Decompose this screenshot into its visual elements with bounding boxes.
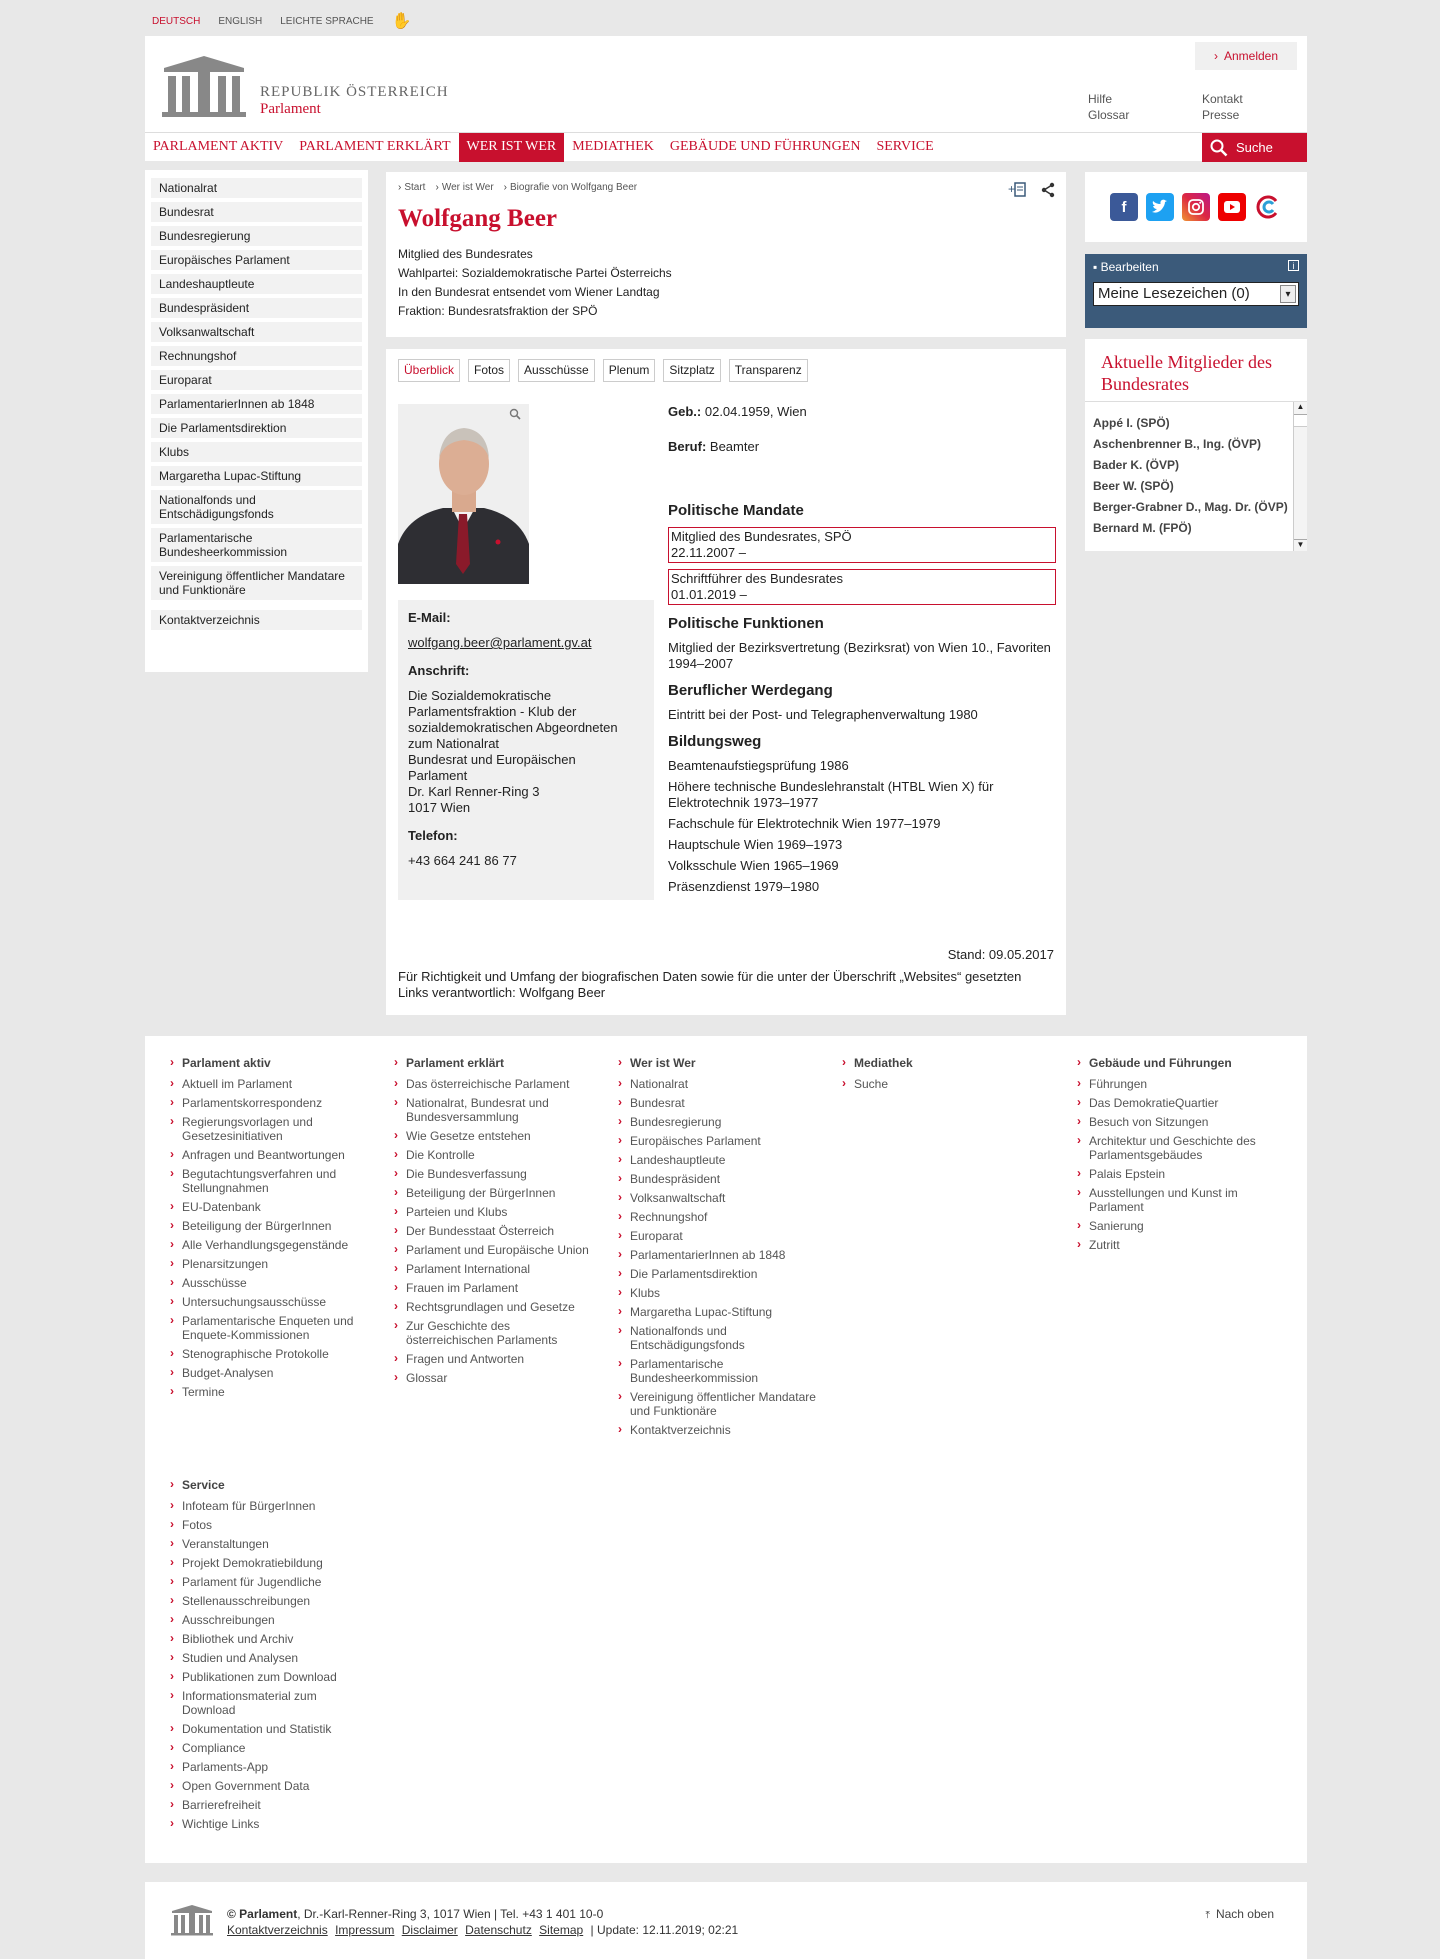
footer-link[interactable]: › Aktuell im Parlament: [170, 1077, 370, 1091]
footer-update: | Update: 12.11.2019; 02:21: [590, 1923, 739, 1937]
footer-link[interactable]: › Nationalrat, Bundesrat und Bundesversammlung: [394, 1096, 594, 1124]
footer-link[interactable]: › Barrierefreiheit: [170, 1798, 370, 1812]
footer-link[interactable]: › Parlament für Jugendliche: [170, 1575, 370, 1589]
democracy-logo-icon[interactable]: [1254, 193, 1282, 221]
footer-link[interactable]: › Stellenausschreibungen: [170, 1594, 370, 1608]
function-item: Mitglied der Bezirksvertretung (Bezirksrat) von Wien 10., Favoriten 1994–2007: [668, 640, 1051, 671]
career-item: Eintritt bei der Post- und Telegraphenverwaltung 1980: [668, 707, 978, 722]
footer-sitemap: [145, 1036, 1307, 1863]
education-item: Präsenzdienst 1979–1980: [668, 879, 820, 894]
footer-link[interactable]: › Das österreichische Parlament: [394, 1077, 594, 1091]
sidebar-item[interactable]: Vereinigung öffentlicher Mandatare und Funktionäre: [151, 566, 362, 600]
footer-link[interactable]: › Plenarsitzungen: [170, 1257, 370, 1271]
nav-gebaeude[interactable]: GEBÄUDE UND FÜHRUNGEN: [669, 139, 861, 154]
mandate-title: Schriftführer des Bundesrates: [671, 571, 843, 586]
social-links: [1085, 172, 1307, 242]
footer-link[interactable]: › Alle Verhandlungsgegenstände: [170, 1238, 370, 1252]
scroll-thumb[interactable]: [1294, 415, 1307, 427]
logo-subtitle: Parlament: [260, 101, 321, 117]
members-list: [1085, 401, 1307, 551]
birth-label: Geb.:: [668, 404, 702, 419]
footer-link[interactable]: › Parlamentarische Enqueten und Enquete-Kommissionen: [170, 1314, 370, 1342]
footer-link[interactable]: › Beteiligung der BürgerInnen: [394, 1186, 594, 1200]
instagram-icon[interactable]: [1182, 193, 1210, 221]
contact-box: [398, 600, 654, 900]
nav-service[interactable]: SERVICE: [876, 139, 934, 154]
footer-link[interactable]: › Parlamentarische Bundesheerkommission: [618, 1357, 818, 1385]
last-updated: Stand: 09.05.2017: [947, 947, 1054, 962]
bookmarks-select[interactable]: [1093, 282, 1299, 306]
footer-link-impressum[interactable]: Impressum: [335, 1923, 395, 1937]
login-button[interactable]: [1195, 42, 1297, 70]
footer-link[interactable]: › Rechtsgrundlagen und Gesetze: [394, 1300, 594, 1314]
footer-link[interactable]: › Termine: [170, 1385, 370, 1399]
footer-link[interactable]: › Kontaktverzeichnis: [618, 1423, 818, 1437]
member-item[interactable]: Beer W. (SPÖ): [1093, 479, 1174, 493]
page-footer: [145, 1882, 1307, 1959]
footer-column-title[interactable]: › Wer ist Wer: [618, 1056, 818, 1070]
bookmarks-header: [1093, 260, 1299, 274]
mandate-date: 22.11.2007 –: [671, 545, 746, 560]
parliament-logo-icon: [170, 1904, 214, 1936]
zoom-icon[interactable]: [509, 408, 521, 423]
footer-link[interactable]: › Fotos: [170, 1518, 370, 1532]
footer-column: [170, 1056, 370, 1404]
footer-link[interactable]: › Parlaments-App: [170, 1760, 370, 1774]
sidebar-item[interactable]: Rechnungshof: [151, 346, 362, 366]
tab-ueberblick[interactable]: Überblick: [398, 359, 460, 382]
footer-address: , Dr.-Karl-Renner-Ring 3, 1017 Wien | Tel. +43 1 401 10-0: [297, 1907, 604, 1921]
footer-link[interactable]: › Rechnungshof: [618, 1210, 818, 1224]
career-heading: Beruflicher Werdegang: [668, 682, 833, 699]
footer-link[interactable]: › Beteiligung der BürgerInnen: [170, 1219, 370, 1233]
tab-bar: [398, 359, 1054, 382]
footer-column: [618, 1056, 818, 1442]
footer-link[interactable]: › Die Kontrolle: [394, 1148, 594, 1162]
footer-link[interactable]: › Die Parlamentsdirektion: [618, 1267, 818, 1281]
svg-text:+: +: [1008, 182, 1016, 196]
footer-link[interactable]: › Fragen und Antworten: [394, 1352, 594, 1366]
info-icon[interactable]: i: [1288, 260, 1299, 271]
sidebar-item[interactable]: ParlamentarierInnen ab 1848: [151, 394, 362, 414]
members-scrollbar[interactable]: [1293, 402, 1307, 551]
footer-link[interactable]: › Sanierung: [1077, 1219, 1277, 1233]
footer-link[interactable]: › Begutachtungsverfahren und Stellungnahmen: [170, 1167, 370, 1195]
info-line: Fraktion: Bundesratsfraktion der SPÖ: [398, 304, 598, 318]
member-item[interactable]: Bader K. (ÖVP): [1093, 458, 1180, 472]
nav-parlament-aktiv[interactable]: PARLAMENT AKTIV: [153, 139, 284, 154]
job-row: [668, 439, 1056, 454]
tab-ausschuesse[interactable]: Ausschüsse: [518, 359, 595, 382]
footer-link[interactable]: › Nationalfonds und Entschädigungsfonds: [618, 1324, 818, 1352]
tab-fotos[interactable]: Fotos: [468, 359, 510, 382]
sidebar-item[interactable]: Europarat: [151, 370, 362, 390]
footer-link[interactable]: › Informationsmaterial zum Download: [170, 1689, 370, 1717]
site-header: [145, 36, 1307, 132]
member-item[interactable]: Aschenbrenner B., Ing. (ÖVP): [1093, 437, 1262, 451]
birth-value: 02.04.1959, Wien: [704, 404, 807, 419]
address-line: sozialdemokratischen Abgeordneten: [408, 720, 618, 735]
scroll-down-icon[interactable]: ▼: [1294, 539, 1307, 551]
footer-link[interactable]: › Parlament und Europäische Union: [394, 1243, 594, 1257]
nav-wer-ist-wer[interactable]: WER IST WER: [459, 133, 565, 162]
footer-column-title[interactable]: › Parlament erklärt: [394, 1056, 594, 1070]
glossary-link[interactable]: Glossar: [1088, 108, 1130, 122]
functions-heading: Politische Funktionen: [668, 615, 824, 632]
footer-link[interactable]: › Dokumentation und Statistik: [170, 1722, 370, 1736]
footer-link[interactable]: › Zutritt: [1077, 1238, 1277, 1252]
lang-easy[interactable]: LEICHTE SPRACHE: [280, 15, 374, 27]
footer-link[interactable]: › EU-Datenbank: [170, 1200, 370, 1214]
footer-link[interactable]: › Wie Gesetze entstehen: [394, 1129, 594, 1143]
chevron-right-icon: ›: [1213, 49, 1218, 63]
footer-link[interactable]: › Landeshauptleute: [618, 1153, 818, 1167]
footer-link[interactable]: › Besuch von Sitzungen: [1077, 1115, 1277, 1129]
info-line: In den Bundesrat entsendet vom Wiener Landtag: [398, 285, 660, 299]
breadcrumb: [398, 182, 1054, 193]
facebook-icon[interactable]: f: [1110, 193, 1138, 221]
nav-parlament-erklaert[interactable]: PARLAMENT ERKLÄRT: [299, 139, 451, 154]
address-line: Parlament: [408, 768, 468, 783]
contact-link[interactable]: Kontakt: [1202, 92, 1243, 106]
footer-link[interactable]: › Frauen im Parlament: [394, 1281, 594, 1295]
education-list: [668, 758, 1056, 895]
youtube-icon[interactable]: [1218, 193, 1246, 221]
sidebar-item[interactable]: Kontaktverzeichnis: [151, 610, 362, 630]
member-item[interactable]: Appé I. (SPÖ): [1093, 416, 1170, 430]
footer-link[interactable]: › Die Bundesverfassung: [394, 1167, 594, 1181]
search-label: Suche: [1236, 140, 1273, 155]
footer-link[interactable]: › Führungen: [1077, 1077, 1277, 1091]
job-label: Beruf:: [668, 439, 707, 454]
tab-sitzplatz[interactable]: Sitzplatz: [663, 359, 720, 382]
sidebar-item[interactable]: Europäisches Parlament: [151, 250, 362, 270]
footer-link[interactable]: › Ausstellungen und Kunst im Parlament: [1077, 1186, 1277, 1214]
footer-link[interactable]: › Untersuchungsausschüsse: [170, 1295, 370, 1309]
lang-deutsch[interactable]: DEUTSCH: [152, 15, 201, 27]
tab-plenum[interactable]: Plenum: [603, 359, 656, 382]
education-item: Höhere technische Bundeslehranstalt (HTBL Wien X) für Elektrotechnik 1973–1977: [668, 779, 994, 810]
education-heading: Bildungsweg: [668, 733, 762, 750]
footer-link[interactable]: › Nationalrat: [618, 1077, 818, 1091]
footer-column: [394, 1056, 594, 1390]
footer-link[interactable]: › Parlamentskorrespondenz: [170, 1096, 370, 1110]
email-link[interactable]: wolfgang.beer@parlament.gv.at: [408, 635, 592, 650]
phone-label: Telefon:: [408, 828, 458, 843]
bookmarks-title: Bearbeiten: [1100, 260, 1159, 274]
header-links: [1088, 92, 1282, 122]
footer-column-title[interactable]: › Parlament aktiv: [170, 1056, 370, 1070]
help-link[interactable]: Hilfe: [1088, 92, 1113, 106]
job-value: Beamter: [709, 439, 760, 454]
members-title: Aktuelle Mitglieder des Bundesrates: [1101, 352, 1272, 394]
address-line: 1017 Wien: [408, 800, 471, 815]
share-icon[interactable]: [1040, 182, 1056, 201]
footer-column-title[interactable]: › Gebäude und Führungen: [1077, 1056, 1277, 1070]
person-info: [398, 245, 1054, 321]
footer-link[interactable]: › Bundesregierung: [618, 1115, 818, 1129]
sidebar-nav: [145, 170, 368, 672]
address-line: zum Nationalrat: [408, 736, 500, 751]
footer-link[interactable]: › Bundesrat: [618, 1096, 818, 1110]
search-button[interactable]: [1202, 133, 1307, 162]
add-bookmark-icon[interactable]: [1008, 182, 1026, 201]
address-line: Parlamentsfraktion - Klub der: [408, 704, 577, 719]
footer-link-kontakt[interactable]: Kontaktverzeichnis: [227, 1923, 328, 1937]
footer-link[interactable]: › Parteien und Klubs: [394, 1205, 594, 1219]
footer-link[interactable]: › Margaretha Lupac-Stiftung: [618, 1305, 818, 1319]
sidebar-item[interactable]: Bundespräsident: [151, 298, 362, 318]
logo-title: REPUBLIK ÖSTERREICH: [260, 84, 449, 100]
footer-link[interactable]: › Palais Epstein: [1077, 1167, 1277, 1181]
breadcrumb-current: › Biografie von Wolfgang Beer: [504, 182, 637, 193]
footer-link[interactable]: › Ausschreibungen: [170, 1613, 370, 1627]
sidebar-item[interactable]: Margaretha Lupac-Stiftung: [151, 466, 362, 486]
lang-english[interactable]: ENGLISH: [218, 15, 263, 27]
footer-column: [842, 1056, 1042, 1096]
footer-link[interactable]: › Europarat: [618, 1229, 818, 1243]
footer-column-title[interactable]: › Service: [170, 1478, 370, 1492]
footer-org: © Parlament: [227, 1907, 298, 1921]
info-line: Wahlpartei: Sozialdemokratische Partei Österreichs: [398, 266, 672, 280]
responsibility-note: Für Richtigkeit und Umfang der biografischen Daten sowie für die unter der Überschrift „Websites“ gesetzten Links verantwortlich: Wolfgang Beer: [398, 969, 1022, 1000]
person-detail-card: [386, 349, 1066, 1015]
site-logo[interactable]: [160, 54, 449, 118]
sidebar-item[interactable]: Bundesregierung: [151, 226, 362, 246]
sidebar-item[interactable]: Nationalrat: [151, 178, 362, 198]
footer-link[interactable]: › Vereinigung öffentlicher Mandatare und Funktionäre: [618, 1390, 818, 1418]
footer-link-datenschutz[interactable]: Datenschutz: [465, 1923, 532, 1937]
mandate-date: 01.01.2019 –: [671, 587, 747, 602]
sidebar-item[interactable]: Nationalfonds und Entschädigungsfonds: [151, 490, 362, 524]
parliament-logo-icon: [160, 54, 248, 118]
footer-column: [1077, 1056, 1277, 1257]
person-header-card: [386, 172, 1066, 337]
address: [408, 688, 644, 816]
footer-link[interactable]: › Zur Geschichte des österreichischen Parlaments: [394, 1319, 594, 1347]
footer-link-sitemap[interactable]: Sitemap: [539, 1923, 584, 1937]
address-label: Anschrift:: [408, 663, 470, 678]
sidebar-item[interactable]: Bundesrat: [151, 202, 362, 222]
biography-details: [668, 404, 1056, 900]
footer-link[interactable]: › Veranstaltungen: [170, 1537, 370, 1551]
footer-link[interactable]: › Ausschüsse: [170, 1276, 370, 1290]
footer-link[interactable]: › Projekt Demokratiebildung: [170, 1556, 370, 1570]
footer-link[interactable]: › Der Bundesstaat Österreich: [394, 1224, 594, 1238]
footer-link[interactable]: › Architektur und Geschichte des Parlamentsgebäudes: [1077, 1134, 1277, 1162]
chevron-down-icon: ▾: [1280, 285, 1296, 303]
mandate-title: Mitglied des Bundesrates, SPÖ: [671, 529, 852, 544]
bookmarks-select-value: Meine Lesezeichen (0): [1098, 285, 1250, 302]
search-icon: [1210, 139, 1228, 157]
footer-link[interactable]: › Publikationen zum Download: [170, 1670, 370, 1684]
footer-link[interactable]: › Parlament International: [394, 1262, 594, 1276]
footer-column: [170, 1478, 370, 1836]
sign-language-icon[interactable]: ✋: [391, 13, 412, 30]
sidebar-item[interactable]: Landeshauptleute: [151, 274, 362, 294]
arrow-up-icon: ⤒: [1205, 1910, 1210, 1921]
sidebar-item[interactable]: Klubs: [151, 442, 362, 462]
footer-link[interactable]: › Glossar: [394, 1371, 594, 1385]
tab-transparenz[interactable]: Transparenz: [729, 359, 808, 382]
footer-link[interactable]: › Open Government Data: [170, 1779, 370, 1793]
address-line: Dr. Karl Renner-Ring 3: [408, 784, 540, 799]
bookmarks-panel: [1085, 254, 1307, 328]
login-label: Anmelden: [1223, 49, 1279, 63]
phone-number: +43 664 241 86 77: [408, 853, 517, 868]
footer-link[interactable]: › Stenographische Protokolle: [170, 1347, 370, 1361]
address-line: Bundesrat und Europäischen: [408, 752, 576, 767]
footer-link[interactable]: › Wichtige Links: [170, 1817, 370, 1831]
back-to-top-label: Nach oben: [1215, 1907, 1274, 1921]
footer-link[interactable]: › Regierungsvorlagen und Gesetzesinitiativen: [170, 1115, 370, 1143]
mandate-item: [668, 527, 1056, 563]
nav-mediathek[interactable]: MEDIATHEK: [572, 139, 654, 154]
sidebar-item[interactable]: Volksanwaltschaft: [151, 322, 362, 342]
footer-link[interactable]: › Infoteam für BürgerInnen: [170, 1499, 370, 1513]
mandate-item: [668, 569, 1056, 605]
footer-link-disclaimer[interactable]: Disclaimer: [401, 1923, 458, 1937]
logo-text: [260, 84, 449, 118]
sidebar-item[interactable]: Die Parlamentsdirektion: [151, 418, 362, 438]
footer-link[interactable]: › Bibliothek und Archiv: [170, 1632, 370, 1646]
education-item: Hauptschule Wien 1969–1973: [668, 837, 843, 852]
footer-link[interactable]: › Compliance: [170, 1741, 370, 1755]
back-to-top-link[interactable]: [1206, 1907, 1274, 1921]
footer-link[interactable]: › Bundespräsident: [618, 1172, 818, 1186]
education-item: Fachschule für Elektrotechnik Wien 1977–1979: [668, 816, 941, 831]
members-panel: [1085, 339, 1307, 551]
sidebar-item[interactable]: Parlamentarische Bundesheerkommission: [151, 528, 362, 562]
info-line: Mitglied des Bundesrates: [398, 247, 533, 261]
footer-link[interactable]: › Suche: [842, 1077, 1042, 1091]
main-navigation: [145, 132, 1307, 161]
portrait-image: [398, 404, 529, 584]
email-label: E-Mail:: [408, 610, 451, 625]
footer-link[interactable]: › Volksanwaltschaft: [618, 1191, 818, 1205]
footer-column-title[interactable]: › Mediathek: [842, 1056, 1042, 1070]
footer-link[interactable]: › Klubs: [618, 1286, 818, 1300]
footer-link[interactable]: › Budget-Analysen: [170, 1366, 370, 1380]
birth-row: [668, 404, 1056, 419]
press-link[interactable]: Presse: [1202, 108, 1240, 122]
member-item[interactable]: Berger-Grabner D., Mag. Dr. (ÖVP): [1093, 500, 1288, 514]
footer-link[interactable]: › Das DemokratieQuartier: [1077, 1096, 1277, 1110]
portrait-photo[interactable]: [398, 404, 529, 584]
mandates-heading: Politische Mandate: [668, 502, 804, 519]
language-bar: [152, 10, 412, 32]
education-item: Beamtenaufstiegsprüfung 1986: [668, 758, 849, 773]
page-tools: [1008, 182, 1056, 201]
footer-link[interactable]: › Anfragen und Beantwortungen: [170, 1148, 370, 1162]
footer-link[interactable]: › Europäisches Parlament: [618, 1134, 818, 1148]
breadcrumb-wer-ist-wer[interactable]: › Wer ist Wer: [435, 182, 493, 193]
breadcrumb-start[interactable]: › Start: [398, 182, 425, 193]
footer-link[interactable]: › Studien und Analysen: [170, 1651, 370, 1665]
education-item: Volksschule Wien 1965–1969: [668, 858, 839, 873]
member-item[interactable]: Bernard M. (FPÖ): [1093, 521, 1192, 535]
edit-bookmarks[interactable]: ▪ Bearbeiten: [1093, 260, 1159, 274]
twitter-icon[interactable]: [1146, 193, 1174, 221]
address-line: Die Sozialdemokratische: [408, 688, 552, 703]
footer-info: [227, 1906, 738, 1938]
page-title: Wolfgang Beer: [398, 205, 558, 232]
scroll-up-icon[interactable]: ▲: [1294, 402, 1307, 415]
footer-link[interactable]: › ParlamentarierInnen ab 1848: [618, 1248, 818, 1262]
